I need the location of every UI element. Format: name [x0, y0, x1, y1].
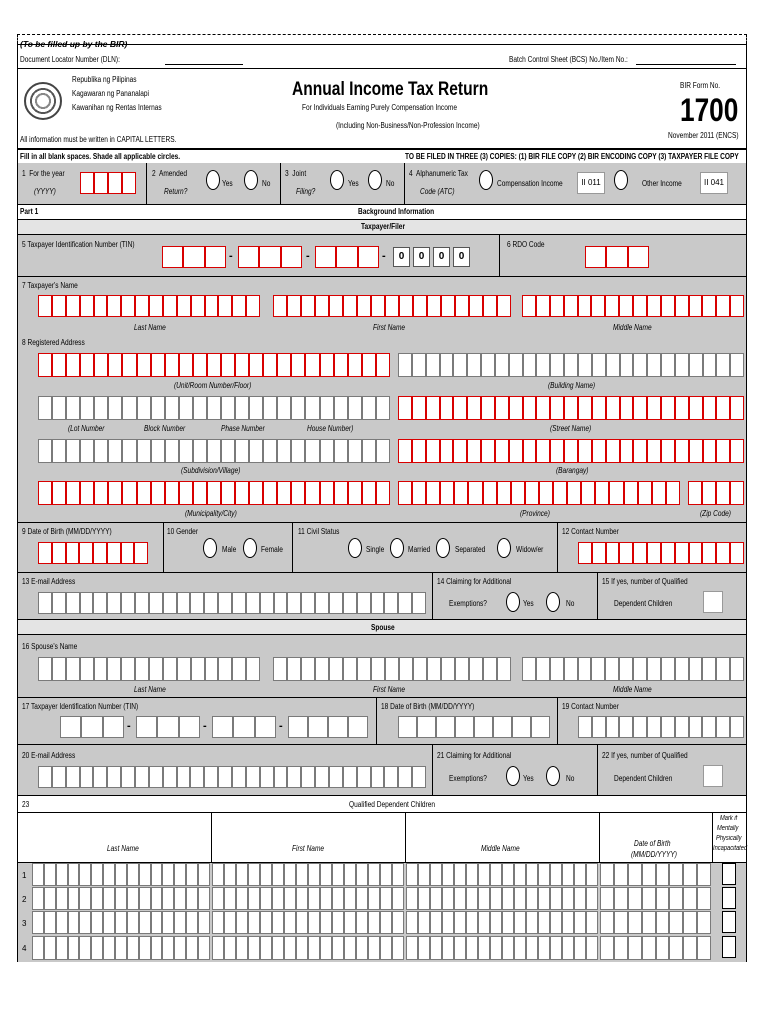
email-label: 13 E-mail Address	[22, 577, 76, 586]
child-4-incapacitated-checkbox[interactable]	[722, 936, 736, 958]
spouse-qualified-count-input[interactable]	[703, 765, 723, 787]
gender-female-radio[interactable]	[243, 538, 257, 558]
mark-header-1: Mark if	[720, 815, 738, 822]
agency-line-2: Kagawaran ng Pananalapi	[72, 89, 149, 98]
no-label: No	[262, 179, 271, 188]
spouse-email-label: 20 E-mail Address	[22, 751, 76, 760]
item-3-sub: Filing?	[296, 187, 316, 196]
child-row-number: 4	[22, 944, 27, 953]
child-4-middle-name[interactable]	[406, 936, 598, 960]
spouse-dob-input[interactable]	[398, 716, 550, 738]
divider	[17, 795, 747, 796]
tin-dash: -	[203, 720, 207, 732]
yes-label: Yes	[523, 774, 534, 783]
dependent-label: Dependent Children	[614, 599, 673, 608]
divider	[404, 163, 405, 204]
item-1-label: 1 For the year	[22, 169, 65, 178]
no-label: No	[566, 774, 575, 783]
building-caption: (Building Name)	[548, 381, 596, 390]
unit-room-floor-input[interactable]	[38, 353, 390, 377]
spouse-dob-label: 18 Date of Birth (MM/DD/YYYY)	[381, 702, 475, 711]
divider	[376, 698, 377, 744]
joint-no-radio[interactable]	[368, 170, 382, 190]
spouse-tin-part-3[interactable]	[212, 716, 276, 738]
dob-input[interactable]	[38, 542, 148, 564]
exemptions-no-radio[interactable]	[546, 592, 560, 612]
child-2-incapacitated-checkbox[interactable]	[722, 887, 736, 909]
exemptions-label: Exemptions?	[449, 774, 487, 783]
tin-suffix-digit: 0	[393, 247, 410, 267]
dob-label: 9 Date of Birth (MM/DD/YYYY)	[22, 527, 112, 536]
child-first-name-header: First Name	[292, 844, 325, 853]
child-2-first-name[interactable]	[212, 887, 404, 910]
tin-dash: -	[306, 250, 310, 262]
province-input[interactable]	[398, 481, 680, 505]
atc-code-ii011: II 011	[577, 172, 605, 194]
gender-label: 10 Gender	[167, 527, 199, 536]
amended-no-radio[interactable]	[244, 170, 258, 190]
taxpayer-last-name-input[interactable]	[38, 295, 260, 317]
lot-block-phase-house-input[interactable]	[38, 396, 390, 420]
form-subtitle-1: For Individuals Earning Purely Compensation Income	[302, 103, 457, 112]
amended-yes-radio[interactable]	[206, 170, 220, 190]
spouse-tin-label: 17 Taxpayer Identification Number (TIN)	[22, 702, 139, 711]
atc-code-ii041: II 041	[700, 172, 728, 194]
atc-other-radio[interactable]	[614, 170, 628, 190]
divider	[17, 68, 747, 69]
widow-label: Widow/er	[516, 545, 544, 554]
subdivision-caption: (Subdivision/Village)	[181, 466, 241, 475]
last-name-caption: Last Name	[134, 685, 166, 694]
cut-line-right	[746, 34, 747, 44]
form-version: November 2011 (ENCS)	[668, 131, 739, 140]
tin-label: 5 Taxpayer Identification Number (TIN)	[22, 240, 135, 249]
taxpayer-middle-name-input[interactable]	[522, 295, 744, 317]
civil-separated-radio[interactable]	[436, 538, 450, 558]
middle-name-caption: Middle Name	[613, 685, 652, 694]
divider	[499, 235, 500, 276]
child-row-number: 1	[22, 871, 27, 880]
single-label: Single	[366, 545, 385, 554]
street-caption: (Street Name)	[550, 424, 592, 433]
mark-header-4: Incapacitated	[713, 845, 748, 852]
civil-status-label: 11 Civil Status	[298, 527, 340, 536]
last-name-caption: Last Name	[134, 323, 166, 332]
atc-compensation-radio[interactable]	[479, 170, 493, 190]
child-1-first-name[interactable]	[212, 863, 404, 886]
child-1-incapacitated-checkbox[interactable]	[722, 863, 736, 885]
building-name-input[interactable]	[398, 353, 744, 377]
divider	[292, 523, 293, 572]
divider	[146, 163, 147, 204]
spouse-tin-part-2[interactable]	[136, 716, 200, 738]
child-1-last-name[interactable]	[32, 863, 210, 886]
other-income-label: Other Income	[642, 179, 682, 188]
barangay-input[interactable]	[398, 439, 744, 463]
spouse-exemptions-yes-radio[interactable]	[506, 766, 520, 786]
dependents-heading: Qualified Dependent Children	[349, 800, 436, 809]
divider	[211, 812, 212, 862]
compensation-label: Compensation Income	[497, 179, 563, 188]
middle-name-caption: Middle Name	[613, 323, 652, 332]
block-caption: Block Number	[144, 424, 186, 433]
form-number: 1700	[680, 92, 739, 128]
item-2-label: 2 Amended	[152, 169, 188, 178]
civil-married-radio[interactable]	[390, 538, 404, 558]
child-2-dob[interactable]	[600, 887, 711, 910]
divider	[17, 204, 747, 205]
spouse-tin-part-4[interactable]	[288, 716, 368, 738]
claim-exemptions-label: 14 Claiming for Additional	[437, 577, 512, 586]
fill-note: Fill in all blank spaces. Shade all applicable circles.	[20, 152, 181, 161]
tin-dash: -	[229, 250, 233, 262]
spouse-claim-label: 21 Claiming for Additional	[437, 751, 512, 760]
tin-part-1[interactable]	[162, 246, 226, 268]
item-3-label: 3 Joint	[285, 169, 307, 178]
male-label: Male	[222, 545, 237, 554]
spouse-name-label: 16 Spouse's Name	[22, 642, 78, 651]
divider	[557, 698, 558, 744]
municipality-input[interactable]	[38, 481, 390, 505]
joint-yes-radio[interactable]	[330, 170, 344, 190]
divider	[17, 812, 747, 813]
first-name-caption: First Name	[373, 685, 406, 694]
child-row-number: 2	[22, 895, 27, 904]
mark-header-3: Physically	[716, 835, 742, 842]
divider	[405, 812, 406, 862]
child-2-middle-name[interactable]	[406, 887, 598, 910]
section-heading: Background Information	[358, 207, 435, 216]
zip-code-input[interactable]	[688, 481, 744, 505]
yes-label: Yes	[222, 179, 233, 188]
child-4-first-name[interactable]	[212, 936, 404, 960]
caps-note: All information must be written in CAPITAL LETTERS.	[20, 135, 177, 144]
spouse-heading: Spouse	[371, 623, 395, 632]
child-4-last-name[interactable]	[32, 936, 210, 960]
tin-dash: -	[279, 720, 283, 732]
rdo-code-input[interactable]	[585, 246, 649, 268]
spouse-contact-label: 19 Contact Number	[562, 702, 619, 711]
divider	[163, 523, 164, 572]
mark-header-2: Mentally	[717, 825, 739, 832]
lot-caption: (Lot Number	[68, 424, 105, 433]
child-4-dob[interactable]	[600, 936, 711, 960]
gender-male-radio[interactable]	[203, 538, 217, 558]
yes-label: Yes	[523, 599, 534, 608]
child-3-first-name[interactable]	[212, 911, 404, 934]
divider	[432, 745, 433, 795]
dependents-number: 23	[22, 800, 30, 809]
first-name-caption: First Name	[373, 323, 406, 332]
province-caption: (Province)	[520, 509, 550, 518]
yes-label: Yes	[348, 179, 359, 188]
tin-suffix-digit: 0	[453, 247, 470, 267]
divider	[597, 745, 598, 795]
separated-label: Separated	[455, 545, 486, 554]
divider	[17, 148, 747, 150]
divider	[597, 573, 598, 619]
barangay-caption: (Barangay)	[556, 466, 589, 475]
child-row-number: 3	[22, 919, 27, 928]
contact-number-input[interactable]	[578, 542, 744, 564]
spouse-email-input[interactable]	[38, 766, 426, 788]
taxpayer-first-name-input[interactable]	[273, 295, 511, 317]
municipality-caption: (Municipality/City)	[185, 509, 237, 518]
tin-suffix-digit: 0	[433, 247, 450, 267]
child-dob-header: Date of Birth	[634, 839, 671, 848]
email-input[interactable]	[38, 592, 426, 614]
phase-caption: Phase Number	[221, 424, 265, 433]
item-2-sub: Return?	[164, 187, 188, 196]
child-2-last-name[interactable]	[32, 887, 210, 910]
tin-suffix-digit: 0	[413, 247, 430, 267]
child-last-name-header: Last Name	[107, 844, 139, 853]
contact-label: 12 Contact Number	[562, 527, 619, 536]
agency-line-3: Kawanihan ng Rentas Internas	[72, 103, 162, 112]
divider	[599, 812, 600, 862]
subdivision-input[interactable]	[38, 439, 390, 463]
item-4-sub: Code (ATC)	[420, 187, 455, 196]
spouse-qualified-label: 22 If yes, number of Qualified	[602, 751, 688, 760]
copies-note: TO BE FILED IN THREE (3) COPIES: (1) BIR FILE COPY (2) BIR ENCODING COPY (3) TAXPAYER FILE COPY	[405, 152, 739, 161]
divider	[557, 523, 558, 572]
part-label: Part 1	[20, 207, 39, 216]
divider	[712, 812, 713, 862]
spouse-contact-input[interactable]	[578, 716, 744, 738]
cut-line-left	[17, 34, 18, 44]
taxpayer-name-label: 7 Taxpayer's Name	[22, 281, 78, 290]
female-label: Female	[261, 545, 283, 554]
unit-caption: (Unit/Room Number/Floor)	[174, 381, 252, 390]
no-label: No	[386, 179, 395, 188]
spouse-exemptions-no-radio[interactable]	[546, 766, 560, 786]
exemptions-yes-radio[interactable]	[506, 592, 520, 612]
civil-single-radio[interactable]	[348, 538, 362, 558]
form-number-label: BIR Form No.	[680, 81, 721, 90]
tin-dash: -	[382, 250, 386, 262]
child-1-dob[interactable]	[600, 863, 711, 886]
house-caption: House Number)	[307, 424, 354, 433]
child-3-middle-name[interactable]	[406, 911, 598, 934]
registered-address-label: 8 Registered Address	[22, 338, 85, 347]
qualified-children-label: 15 If yes, number of Qualified	[602, 577, 688, 586]
rdo-label: 6 RDO Code	[507, 240, 545, 249]
item-1-sub: (YYYY)	[34, 187, 56, 196]
married-label: Married	[408, 545, 431, 554]
child-3-incapacitated-checkbox[interactable]	[722, 911, 736, 933]
spouse-first-name-input[interactable]	[273, 657, 511, 681]
no-label: No	[566, 599, 575, 608]
spouse-middle-name-input[interactable]	[522, 657, 744, 681]
qualified-children-count-input[interactable]	[703, 591, 723, 613]
form-subtitle-2: (Including Non-Business/Non-Profession Income)	[336, 121, 480, 130]
street-name-input[interactable]	[398, 396, 744, 420]
item-4-label: 4 Alphanumeric Tax	[409, 169, 468, 178]
tin-dash: -	[127, 720, 131, 732]
spouse-last-name-input[interactable]	[38, 657, 260, 681]
tin-part-2[interactable]	[238, 246, 302, 268]
bcs-label: Batch Control Sheet (BCS) No./Item No.:	[509, 55, 628, 64]
child-3-last-name[interactable]	[32, 911, 210, 934]
bir-seal-icon	[24, 82, 62, 120]
form-title: Annual Income Tax Return	[292, 79, 489, 100]
cut-line	[17, 34, 747, 35]
year-input[interactable]	[80, 172, 136, 194]
dependent-label: Dependent Children	[614, 774, 673, 783]
civil-widow-radio[interactable]	[497, 538, 511, 558]
taxpayer-filer-heading: Taxpayer/Filer	[361, 222, 405, 231]
child-dob-format: (MM/DD/YYYY)	[631, 850, 677, 859]
divider	[280, 163, 281, 204]
zip-caption: (Zip Code)	[700, 509, 731, 518]
child-3-dob[interactable]	[600, 911, 711, 934]
child-middle-name-header: Middle Name	[481, 844, 520, 853]
agency-line-1: Republika ng Pilipinas	[72, 75, 137, 84]
tin-part-3[interactable]	[315, 246, 379, 268]
divider	[432, 573, 433, 619]
exemptions-label: Exemptions?	[449, 599, 487, 608]
spouse-tin-part-1[interactable]	[60, 716, 124, 738]
child-1-middle-name[interactable]	[406, 863, 598, 886]
bir-only-note: (To be filled up by the BIR)	[20, 39, 128, 49]
dln-label: Document Locator Number (DLN):	[20, 55, 120, 64]
